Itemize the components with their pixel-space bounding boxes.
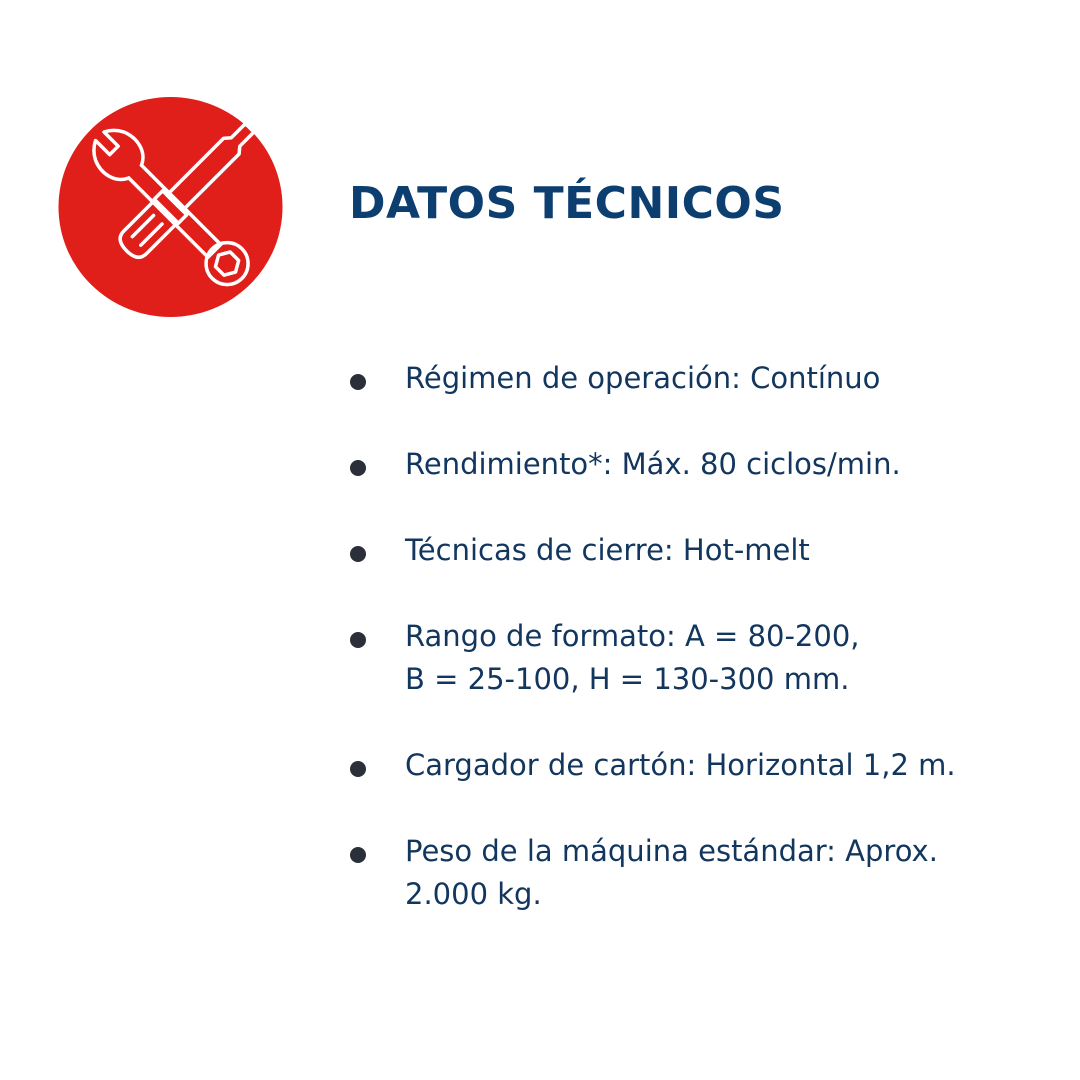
- spec-text: Peso de la máquina estándar: Aprox.: [405, 834, 938, 868]
- bullet-icon: [350, 632, 366, 648]
- spec-list: [350, 357, 1050, 959]
- bullet-icon: [350, 761, 366, 777]
- spec-text: Rango de formato: A = 80-200,: [405, 619, 860, 653]
- spec-text-continued: 2.000 kg.: [405, 877, 542, 911]
- list-item: [350, 615, 1050, 701]
- tools-badge: [58, 97, 283, 317]
- list-item: [350, 443, 1050, 486]
- page-title: DATOS TÉCNICOS: [349, 178, 785, 229]
- list-item: [350, 744, 1050, 787]
- tools-icon: [58, 97, 283, 317]
- bullet-icon: [350, 460, 366, 476]
- spec-text: Técnicas de cierre: Hot-melt: [405, 533, 810, 567]
- list-item: [350, 529, 1050, 572]
- list-item: [350, 830, 1050, 916]
- spec-text: Cargador de cartón: Horizontal 1,2 m.: [405, 748, 956, 782]
- badge-circle: [59, 97, 283, 317]
- spec-text: Régimen de operación: Contínuo: [405, 361, 881, 395]
- spec-text-continued: B = 25-100, H = 130-300 mm.: [405, 662, 850, 696]
- list-item: [350, 357, 1050, 400]
- bullet-icon: [350, 847, 366, 863]
- bullet-icon: [350, 546, 366, 562]
- bullet-icon: [350, 374, 366, 390]
- spec-text: Rendimiento*: Máx. 80 ciclos/min.: [405, 447, 901, 481]
